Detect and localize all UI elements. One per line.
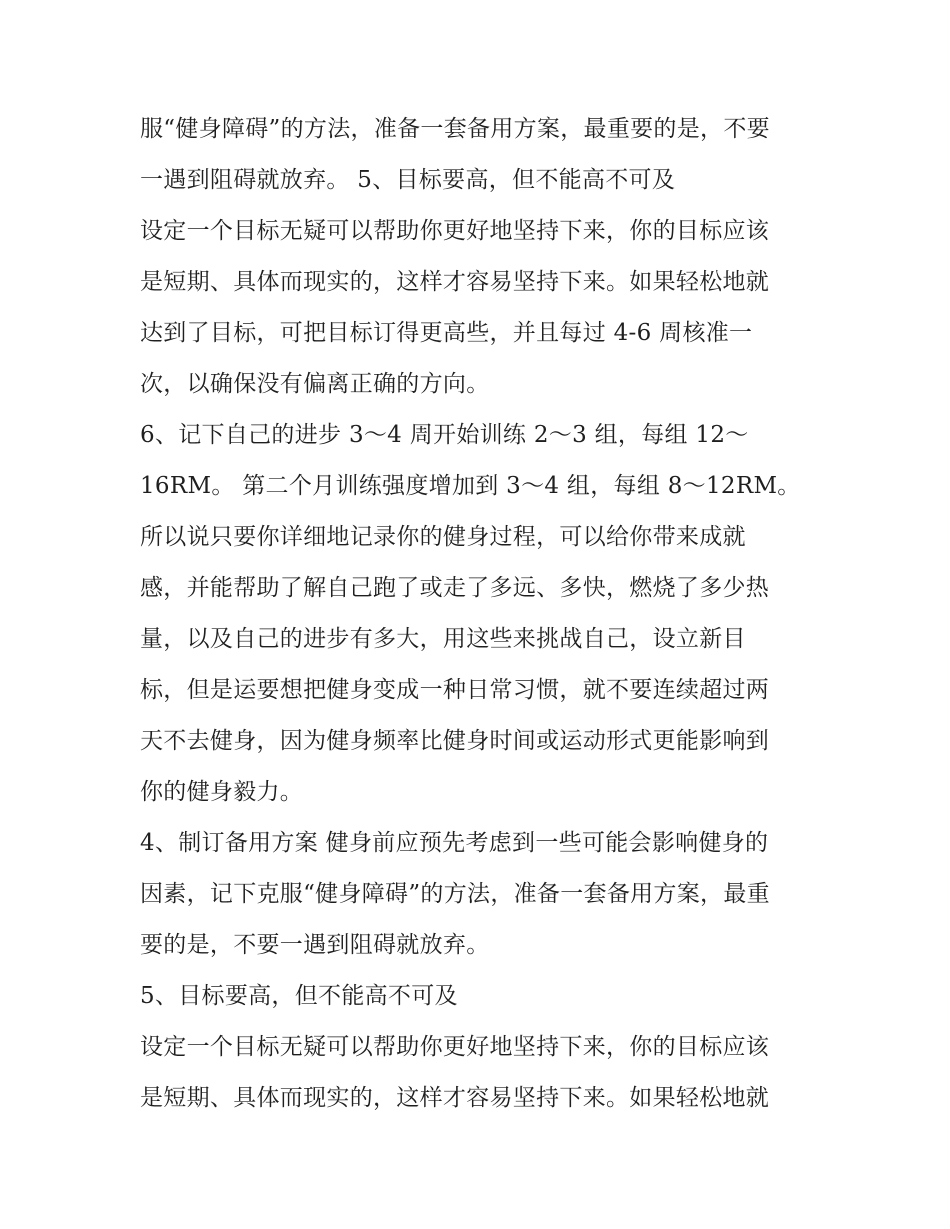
- text-line: 要的是，不要一遇到阻碍就放弃。: [140, 932, 490, 958]
- text-line: 达到了目标，可把目标订得更高些，并且每过 4-6 周核准一: [140, 320, 753, 346]
- text-line: 你的健身毅力。: [140, 779, 304, 805]
- text-line: 因素，记下克服“健身障碍”的方法，准备一套备用方案，最重: [140, 881, 770, 907]
- text-line: 量，以及自己的进步有多大，用这些来挑战自己，设立新目: [140, 626, 746, 652]
- text-line: 服“健身障碍”的方法，准备一套备用方案，最重要的是，不要: [140, 116, 770, 142]
- text-line: 6、记下自己的进步 3～4 周开始训练 2～3 组，每组 12～: [140, 422, 749, 448]
- text-line: 设定一个目标无疑可以帮助你更好地坚持下来，你的目标应该: [140, 1034, 770, 1060]
- text-line: 设定一个目标无疑可以帮助你更好地坚持下来，你的目标应该: [140, 218, 770, 244]
- text-line: 天不去健身，因为健身频率比健身时间或运动形式更能影响到: [140, 728, 770, 754]
- text-line: 16RM。 第二个月训练强度增加到 3～4 组，每组 8～12RM。: [140, 473, 801, 499]
- text-line: 次，以确保没有偏离正确的方向。: [140, 371, 490, 397]
- document-body: [140, 104, 820, 1124]
- text-line: 一遇到阻碍就放弃。 5、目标要高，但不能高不可及: [140, 167, 676, 193]
- text-line: 是短期、具体而现实的，这样才容易坚持下来。如果轻松地就: [140, 1085, 770, 1111]
- text-line: 4、制订备用方案 健身前应预先考虑到一些可能会影响健身的: [140, 830, 769, 856]
- text-line: 是短期、具体而现实的，这样才容易坚持下来。如果轻松地就: [140, 269, 770, 295]
- text-line: 标，但是运要想把健身变成一种日常习惯，就不要连续超过两: [140, 677, 770, 703]
- text-line: 5、目标要高，但不能高不可及: [140, 983, 458, 1009]
- text-line: 所以说只要你详细地记录你的健身过程，可以给你带来成就: [140, 524, 746, 550]
- text-line: 感，并能帮助了解自己跑了或走了多远、多快，燃烧了多少热: [140, 575, 770, 601]
